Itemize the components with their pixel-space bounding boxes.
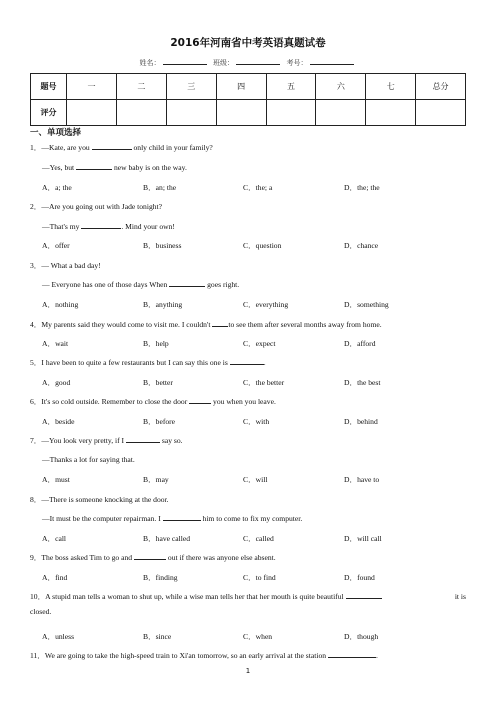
score-cell[interactable] <box>67 100 117 126</box>
option-b[interactable]: B．better <box>143 378 173 387</box>
options-row <box>42 299 462 309</box>
options-row <box>42 377 462 387</box>
option-d[interactable]: D．chance <box>344 241 379 250</box>
name-field[interactable] <box>163 58 207 65</box>
option-d[interactable]: D．found <box>344 573 375 582</box>
class-label: 班级： <box>213 59 234 67</box>
question-line: —It must be the computer repairman. I him to come to fix my computer. <box>42 514 303 523</box>
option-c[interactable]: C．question <box>243 241 282 250</box>
answer-blank <box>346 591 382 599</box>
option-d[interactable]: D．behind <box>344 417 378 426</box>
option-b[interactable]: B．finding <box>143 573 178 582</box>
score-cell[interactable] <box>166 100 216 126</box>
option-a[interactable]: A．must <box>42 475 70 484</box>
option-a[interactable]: A．good <box>42 378 71 387</box>
option-a[interactable]: A．beside <box>42 417 75 426</box>
answer-blank <box>134 552 166 560</box>
question-line: —That's my . Mind your own! <box>42 222 175 231</box>
options-row <box>42 474 462 484</box>
score-row-label: 评分 <box>31 100 67 126</box>
answer-blank <box>81 221 121 229</box>
answer-blank <box>126 435 160 443</box>
name-label: 姓名： <box>139 59 161 67</box>
exam-no-label: 考号： <box>286 59 308 67</box>
question-line: 6．It's so cold outside. Remember to close the door you when you leave. <box>30 397 276 406</box>
answer-blank <box>189 396 211 404</box>
options-row <box>42 416 462 426</box>
score-cell[interactable] <box>266 100 316 126</box>
score-table-header-row <box>31 74 466 100</box>
page-title: 2016年河南省中考英语真题试卷 <box>170 37 326 49</box>
option-c[interactable]: C．the; a <box>243 183 273 192</box>
option-c[interactable]: C．when <box>243 632 273 641</box>
question-line: 5．I have been to quite a few restaurants but I can say this one is . <box>30 358 266 367</box>
option-b[interactable]: B．have called <box>143 534 191 543</box>
question-line: —Thanks a lot for saying that. <box>42 455 135 464</box>
options-row <box>42 338 462 348</box>
question-line: — Everyone has one of those days When goes right. <box>42 280 240 289</box>
option-b[interactable]: B．an; the <box>143 183 177 192</box>
score-cell[interactable] <box>116 100 166 126</box>
options-row <box>42 572 462 582</box>
option-a[interactable]: A．offer <box>42 241 70 250</box>
option-d[interactable]: D．will call <box>344 534 382 543</box>
section-title: 一、单项选择 <box>30 128 82 138</box>
score-table <box>30 73 466 126</box>
score-header-cell: 总分 <box>416 74 466 100</box>
option-b[interactable]: B．may <box>143 475 169 484</box>
option-a[interactable]: A．unless <box>42 632 75 641</box>
option-d[interactable]: D．afford <box>344 339 376 348</box>
answer-blank <box>230 357 264 365</box>
option-b[interactable]: B．anything <box>143 300 183 309</box>
score-cell[interactable] <box>216 100 266 126</box>
options-row <box>42 631 462 641</box>
answer-blank <box>212 319 228 327</box>
score-cell[interactable] <box>366 100 416 126</box>
score-header-cell: 题号 <box>31 74 67 100</box>
option-d[interactable]: D．the best <box>344 378 381 387</box>
page-number: 1 <box>245 667 251 675</box>
question-line: —Yes, but new baby is on the way. <box>42 163 187 172</box>
exam-no-field[interactable] <box>310 58 354 65</box>
question-line: 4．My parents said they would come to visit me. I couldn't to see them after several months away from home. <box>30 320 382 329</box>
option-a[interactable]: A．find <box>42 573 68 582</box>
score-header-cell: 六 <box>316 74 366 100</box>
question-10-continuation: closed. <box>30 607 52 616</box>
option-c[interactable]: C．with <box>243 417 270 426</box>
answer-blank <box>163 513 201 521</box>
answer-blank <box>328 650 376 658</box>
options-row <box>42 240 462 250</box>
score-header-cell: 四 <box>216 74 266 100</box>
class-field[interactable] <box>236 58 280 65</box>
question-10-tail: it is <box>454 592 466 601</box>
score-header-cell: 二 <box>116 74 166 100</box>
score-header-cell: 一 <box>67 74 117 100</box>
question-line: 3．— What a bad day! <box>30 261 101 270</box>
score-cell[interactable] <box>316 100 366 126</box>
question-line: 1．—Kate, are you only child in your family? <box>30 143 213 152</box>
answer-blank <box>76 162 112 170</box>
option-d[interactable]: D．something <box>344 300 389 309</box>
score-header-cell: 七 <box>366 74 416 100</box>
option-d[interactable]: D．the; the <box>344 183 380 192</box>
option-a[interactable]: A．nothing <box>42 300 79 309</box>
question-line: 7．—You look very pretty, if I say so. <box>30 436 183 445</box>
option-c[interactable]: C．will <box>243 475 268 484</box>
score-cell[interactable] <box>416 100 466 126</box>
options-row <box>42 182 462 192</box>
option-c[interactable]: C．called <box>243 534 274 543</box>
question-line: 9．The boss asked Tim to go and out if there was anyone else absent. <box>30 553 276 562</box>
question-10 <box>30 589 466 619</box>
question-line: 8．—There is someone knocking at the door. <box>30 495 169 504</box>
option-a[interactable]: A．wait <box>42 339 69 348</box>
option-d[interactable]: D．have to <box>344 475 380 484</box>
option-b[interactable]: B．before <box>143 417 176 426</box>
option-b[interactable]: B．help <box>143 339 169 348</box>
option-d[interactable]: D．though <box>344 632 379 641</box>
option-b[interactable]: B．business <box>143 241 182 250</box>
score-header-cell: 三 <box>166 74 216 100</box>
answer-blank <box>169 279 205 287</box>
question-line: 2．—Are you going out with Jade tonight? <box>30 202 163 211</box>
score-table-score-row <box>31 100 466 126</box>
option-a[interactable]: A．call <box>42 534 67 543</box>
option-c[interactable]: C．everything <box>243 300 289 309</box>
options-row <box>42 533 462 543</box>
option-a[interactable]: A．a; the <box>42 183 72 192</box>
option-c[interactable]: C．to find <box>243 573 276 582</box>
question-10-text: 10．A stupid man tells a woman to shut up, while a wise man tells her that her mouth is quite beautiful <box>30 592 346 601</box>
option-c[interactable]: C．expect <box>243 339 276 348</box>
option-c[interactable]: C．the better <box>243 378 285 387</box>
answer-blank <box>92 142 132 150</box>
score-header-cell: 五 <box>266 74 316 100</box>
option-b[interactable]: B．since <box>143 632 172 641</box>
question-line: 11．We are going to take the high-speed train to Xi'an tomorrow, so an early arrival at the station . <box>30 651 378 660</box>
student-info <box>0 58 496 68</box>
